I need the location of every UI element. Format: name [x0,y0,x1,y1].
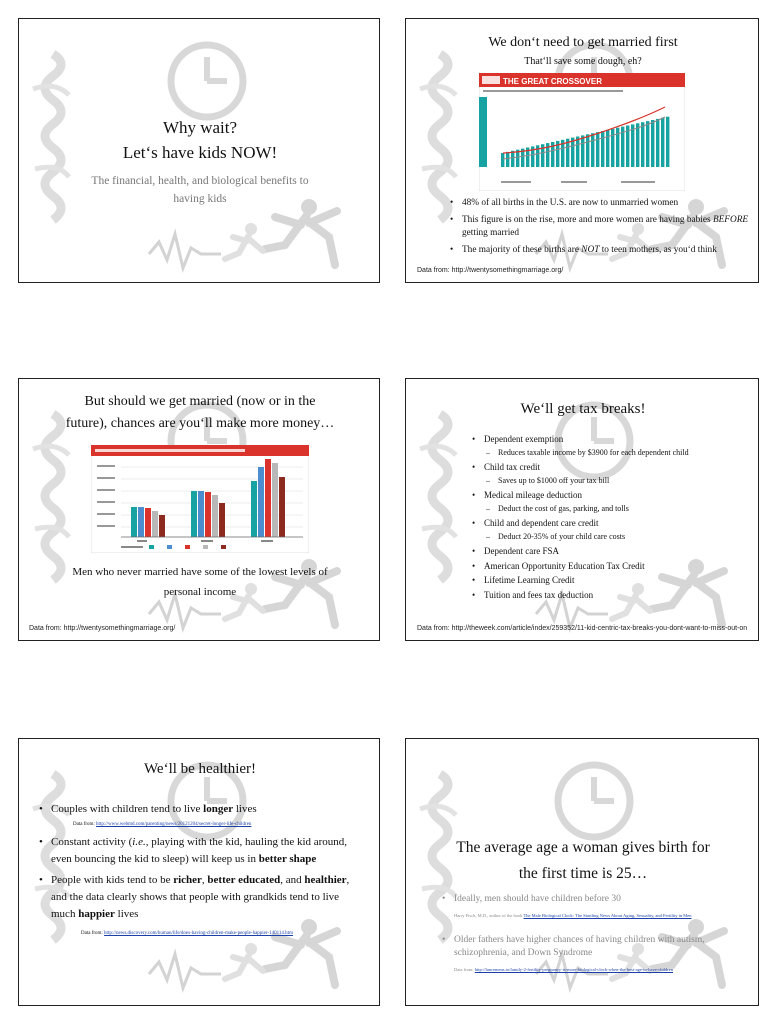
slide-heading: We‘ll get tax breaks! [520,401,646,417]
title-line-1: The average age a woman gives birth for [456,839,710,856]
income-bar [152,511,158,537]
source-note: Data from: http://twentysomethingmarriage.org/ [417,267,564,274]
tax-item: • Dependent care FSA [472,545,752,558]
crossover-bar [511,151,514,167]
slide-tax-breaks [405,378,759,641]
income-bar [265,459,271,537]
income-by-marriage-figure [91,445,309,553]
source-webmd: Data from: http://www.webmd.com/parenting/news/20121204/secret-longer-life-children [73,822,252,827]
discovery-link[interactable]: http://news.discovery.com/human/life/does-having-children-make-people-happier-140114.htm [104,931,293,936]
tax-item-detail: – Saves up to $1000 off your tax bill [484,475,752,488]
slide-heading [19,391,380,435]
title-line-1: Why wait? [162,118,238,137]
title-line-2: future), chances are you‘ll make more money… [65,416,335,431]
crossover-bar [631,124,634,167]
subtitle-line-1: The financial, health, and biological benefits to [91,175,309,187]
title-line-2: the first time is 25… [518,865,648,882]
crossover-bar [576,137,579,168]
income-bar [198,491,204,537]
income-bar [138,507,144,537]
slide-income [18,378,380,641]
bullet-births-unmarried: • 48% of all births in the U.S. are now to unmarried women [450,197,750,210]
tax-item: • Dependent exemption – Reduces taxable income by $3900 for each dependent child [472,433,752,459]
great-crossover-figure [479,73,685,191]
income-bar [131,507,137,537]
tax-item: • American Opportunity Education Tax Credit [472,560,752,573]
figure-banner: THE GREAT CROSSOVER [503,77,602,86]
source-note: Data from: http://theweek.com/article/index/259352/11-kid-centric-tax-breaks-you-dont-want-to-miss-out-on [417,625,748,632]
slide-title-heading [19,115,380,165]
income-bar [145,508,151,537]
slide-subheading: That‘ll save some dough, eh? [524,56,642,67]
source-fertility: Data from: http://lancemens.to/family-2-fertility-pregnancy-is-more-biological-clock-when-the-best-age-to-have-children [454,967,674,972]
tax-item-detail: – Reduces taxable income by $3900 for each dependent child [484,447,752,460]
citation-fisch: Harry Fisch, M.D., author of the book The Male Biological Clock: The Startling News About Aging, Sexuality, and Fertility in Men [454,913,692,918]
bullet-rising-figure: • This figure is on the rise, more and more women are having babies BEFORE getting married [450,214,750,240]
crossover-bar [586,134,589,167]
age-bullets [442,893,742,978]
slide-heading: We‘ll be healthier! [143,761,257,777]
crossover-bar [661,118,664,167]
tax-item-detail: – Deduct the cost of gas, parking, and tolls [484,503,752,516]
tax-item: • Lifetime Learning Credit [472,574,752,587]
crossover-bar [601,131,604,167]
caption-line-1: Men who never married have some of the lowest levels of [72,566,328,578]
slide-health [18,738,380,1006]
income-bar [212,495,218,537]
crossover-bar [651,120,654,167]
crossover-bar [581,135,584,167]
source-discovery: Data from: http://news.discovery.com/human/life/does-having-children-make-people-happier-140114.htm [81,931,293,936]
income-bar [258,467,264,537]
income-bar [272,463,278,537]
slide-average-age [405,738,759,1006]
tax-item: • Tuition and fees tax deduction [472,589,752,602]
title-line-2: Let‘s have kids NOW! [122,143,278,162]
bullet-older-fathers: • Older fathers have higher chances of having children with autism, schizophrenia, and Down Syndrome [442,934,742,960]
health-bullets [39,801,359,943]
tax-break-list [472,433,752,603]
crossover-bar [606,130,609,167]
crossover-bar [666,117,669,167]
source-note: Data from: http://twentysomethingmarriage.org/ [29,625,176,632]
income-bar [219,503,225,537]
webmd-link[interactable]: http://www.webmd.com/parenting/news/20121204/secret-longer-life-children [96,822,252,827]
slide-heading [406,835,759,887]
bullet-longer-lives: • Couples with children tend to live longer lives [39,801,359,818]
income-bar [205,492,211,537]
income-bar [279,477,285,537]
slide-marriage [405,18,759,283]
fertility-link[interactable]: http://lancemens.to/family-2-fertility-pregnancy-is-more-biological-clock-when-the-best-age-to-have-children [474,967,674,972]
income-bar [159,515,165,537]
bullet-men-before-30: • Ideally, men should have children before 30 [442,893,742,906]
crossover-bar [636,123,639,167]
income-bar [251,481,257,537]
caption-line-2: personal income [163,586,237,598]
bullet-richer-healthier: • People with kids tend to be richer, better educated, and healthier, and the data clearly shows that people with grandkids tend to live much happier lives [39,872,359,923]
crossover-bar [641,122,644,167]
crossover-bar [506,152,509,167]
crossover-bar [591,133,594,167]
crossover-bar [571,138,574,167]
tax-item: • Child and dependent care credit – Deduct 20-35% of your child care costs [472,517,752,543]
tax-item-detail: – Deduct 20-35% of your child care costs [484,531,752,544]
slide-heading: We don‘t need to get married first [488,35,678,50]
bullet-not-teen: • The majority of these births are NOT to teen mothers, as you‘d think [450,244,750,257]
income-bar [191,491,197,537]
slide-subtitle [59,172,341,208]
income-caption [19,562,380,602]
subtitle-line-2: having kids [173,193,227,205]
marriage-bullets [450,197,750,261]
crossover-bar [501,153,504,167]
crossover-bar [646,121,649,167]
bullet-constant-activity: • Constant activity (i.e., playing with the kid, hauling the kid around, even bouncing the kid to sleep) will keep us in better shape [39,834,359,868]
title-line-1: But should we get married (now or in the [84,394,316,409]
book-link[interactable]: The Male Biological Clock: The Startling News About Aging, Sexuality, and Fertility in Men [523,913,692,918]
crossover-bar [656,119,659,167]
tax-item: • Medical mileage deduction – Deduct the cost of gas, parking, and tolls [472,489,752,515]
crossover-bar [596,132,599,167]
tax-item: • Child tax credit – Saves up to $1000 off your tax bill [472,461,752,487]
slide-title [18,18,380,283]
